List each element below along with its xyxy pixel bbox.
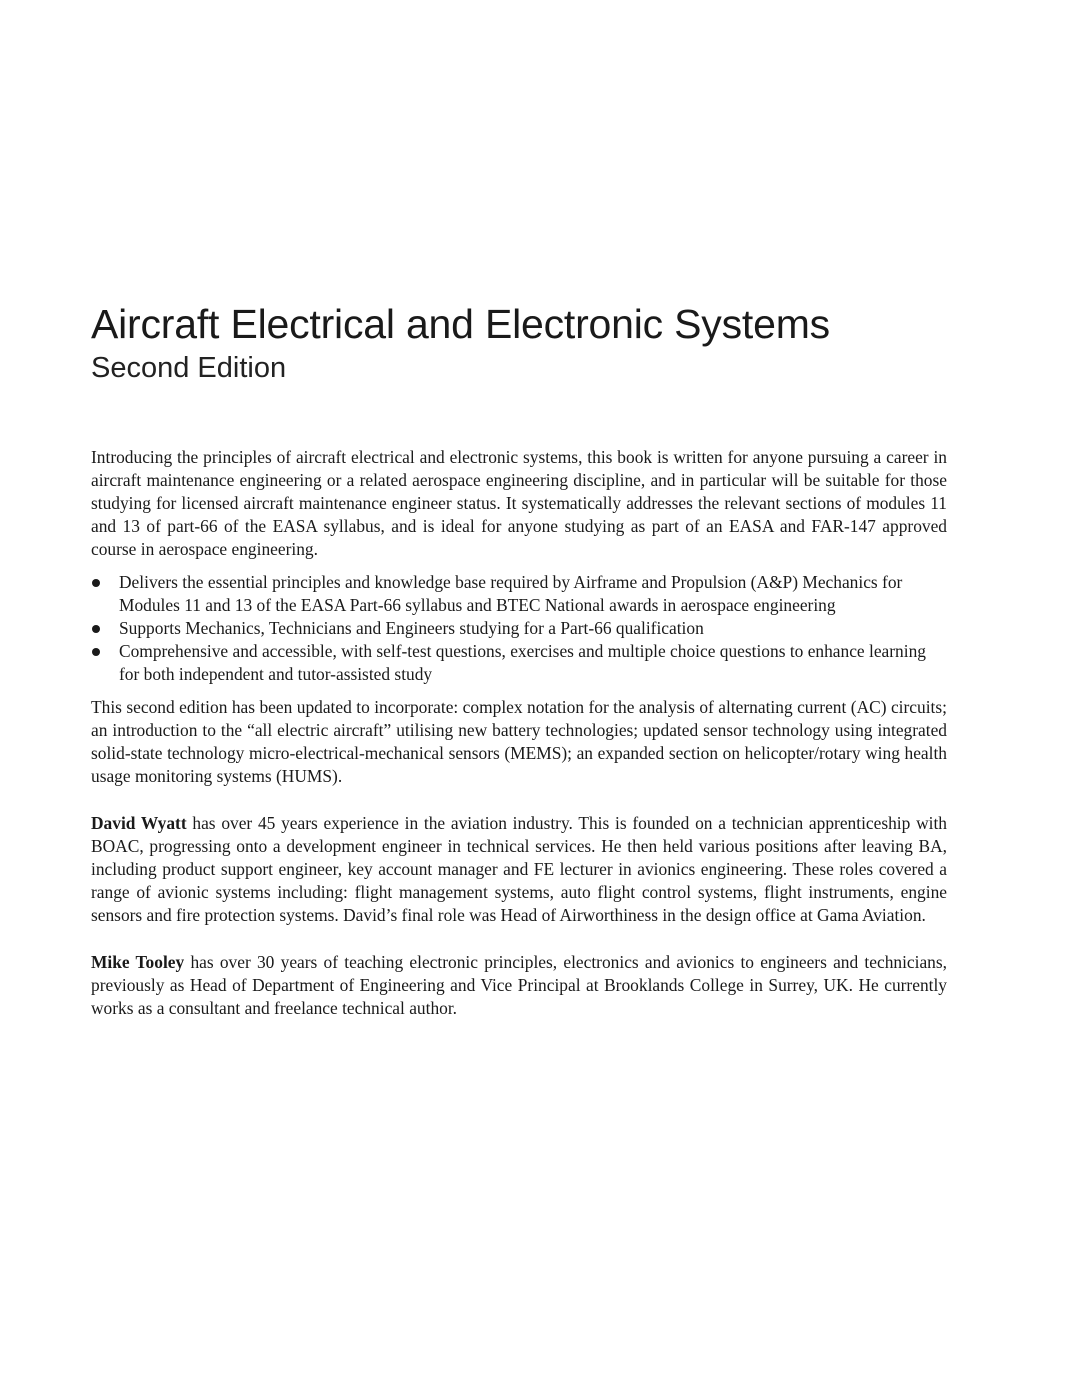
author-bio-text: has over 30 years of teaching electronic principles, electronics and avionics to engineers and technicians, previously as Head of Department of Engineering and Vice Principal at Brooklands College in Surrey, UK. He currently works as a consultant and freelance technical author. [91,952,947,1018]
back-cover-page [91,300,947,1020]
author-bio-tooley [91,951,947,1020]
edition-note-paragraph: This second edition has been updated to incorporate: complex notation for the analysis of alternating current (AC) circuits; an introduction to the “all electric aircraft” utilising new battery technologies; updated sensor technology using integrated solid-state technology micro-electrical-mechanical sensors (MEMS); an expanded section on helicopter/rotary wing health usage monitoring systems (HUMS). [91,697,947,786]
bullet-icon [92,625,100,633]
intro-paragraph: Introducing the principles of aircraft electrical and electronic systems, this book is written for anyone pursuing a career in aircraft maintenance engineering or a related aerospace engineering discipline, and in particular will be suitable for those studying for licensed aircraft maintenance engineer status. It systematically addresses the relevant sections of modules 11 and 13 of part-66 of the EASA syllabus, and is ideal for anyone studying as part of an EASA and FAR-147 approved course in aerospace engineering. [91,447,947,559]
author-bio-wyatt [91,812,947,927]
list-item [91,571,947,617]
author-name: Mike Tooley [91,952,185,972]
author-bio-text: has over 45 years experience in the aviation industry. This is founded on a technician apprenticeship with BOAC, progressing onto a development engineer in technical services. He then held various positions after leaving BA, including product support engineer, key account manager and FE lecturer in avionics engineering. These roles covered a range of avionic systems including: flight management systems, auto flight control systems, flight instruments, engine sensors and fire protection systems. David’s final role was Head of Airworthiness in the design office at Gama Aviation. [91,813,947,925]
book-title: Aircraft Electrical and Electronic Systems [91,301,830,347]
feature-list [91,571,947,686]
list-item [91,640,947,686]
list-item [91,617,947,640]
author-name: David Wyatt [91,813,187,833]
bullet-icon [92,579,100,587]
list-item-text: Comprehensive and accessible, with self-test questions, exercises and multiple choice questions to enhance learning for both independent and tutor-assisted study [119,641,926,684]
book-edition: Second Edition [91,352,287,384]
list-item-text: Supports Mechanics, Technicians and Engineers studying for a Part-66 qualification [119,618,704,638]
bullet-icon [92,648,100,656]
list-item-text: Delivers the essential principles and knowledge base required by Airframe and Propulsion (A&P) Mechanics for Modules 11 and 13 of the EASA Part-66 syllabus and BTEC National awards in aerospace engineering [119,572,903,615]
